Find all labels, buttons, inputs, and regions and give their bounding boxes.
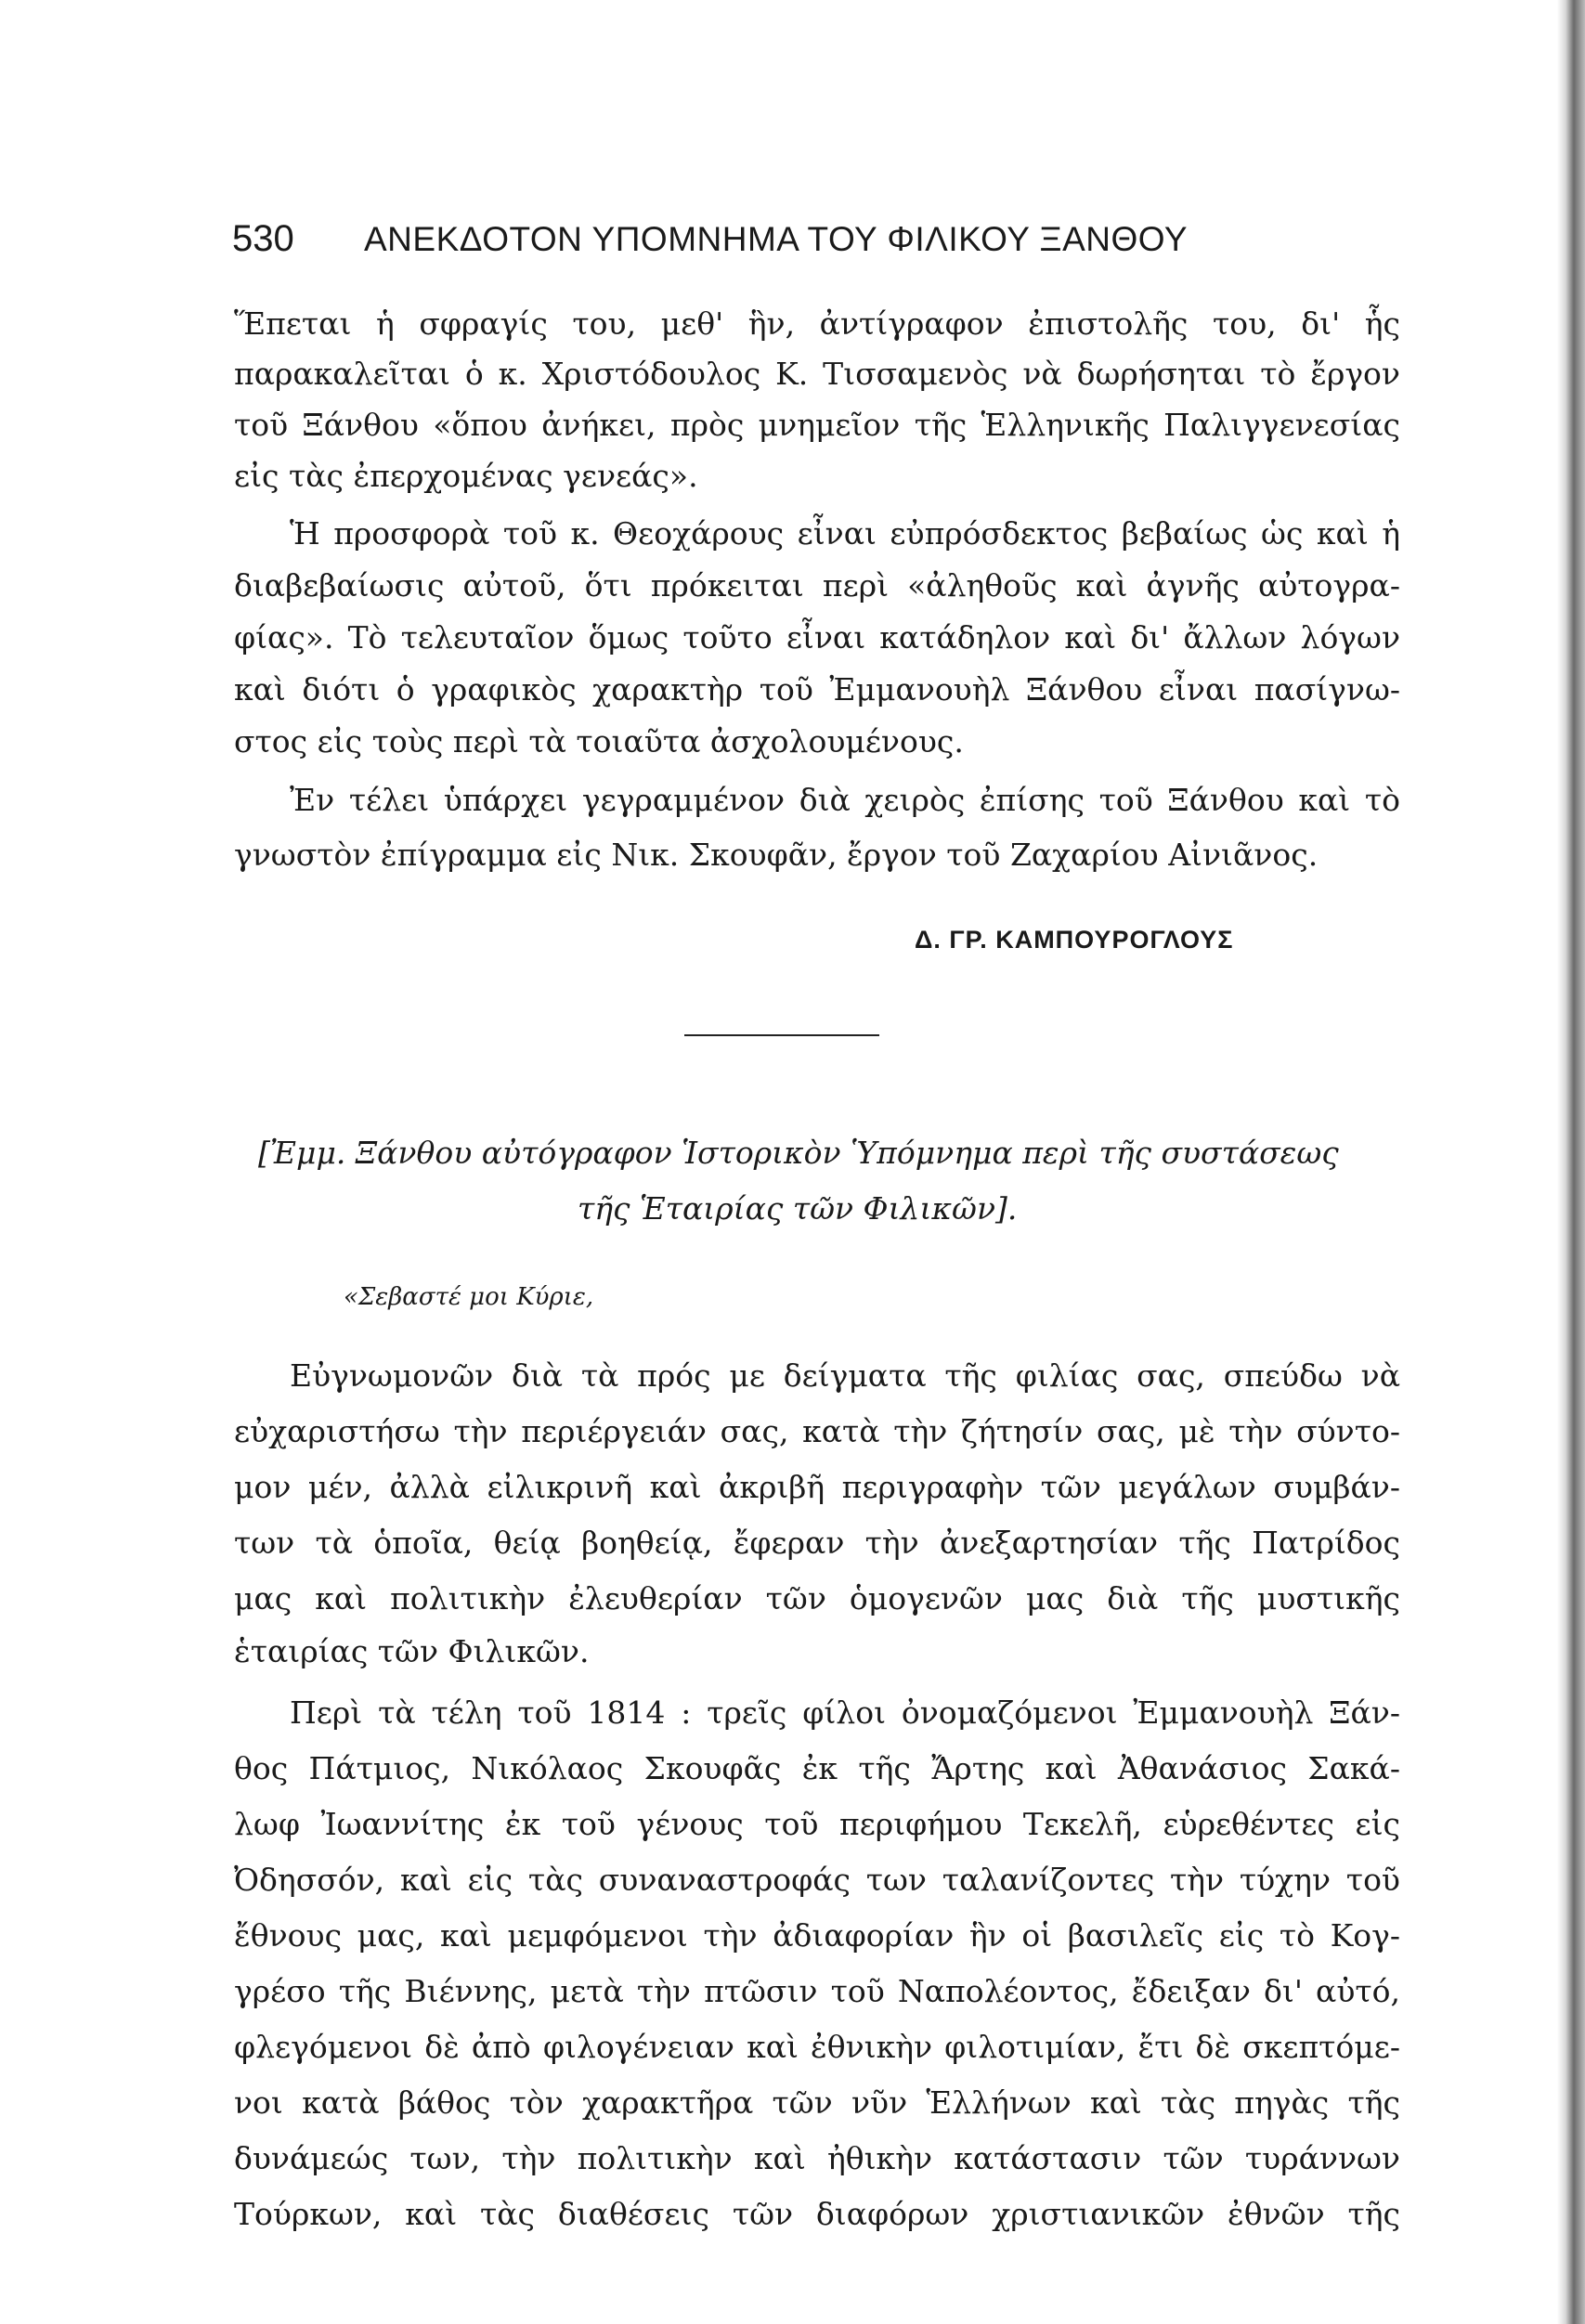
- letter-line: δυνάμεώς των, τὴν πολιτικὴν καὶ ἠθικὴν κατάστασιν τῶν τυράννων: [234, 2140, 1400, 2176]
- letter-line: φλεγόμενοι δὲ ἀπὸ φιλογένειαν καὶ ἐθνικὴν φιλοτιμίαν, ἔτι δὲ σκεπτόμε-: [234, 2029, 1400, 2065]
- letter-line: νοι κατὰ βάθος τὸν χαρακτῆρα τῶν νῦν Ἑλλήνων καὶ τὰς πηγὰς τῆς: [234, 2084, 1400, 2121]
- letter-line: των τὰ ὁποῖα, θείᾳ βοηθείᾳ, ἔφεραν τὴν ἀνεξαρτησίαν τῆς Πατρίδος: [234, 1525, 1400, 1561]
- source-title-line: [Ἐμμ. Ξάνθου αὐτόγραφον Ἱστορικὸν Ὑπόμνημα περὶ τῆς συστάσεως: [258, 1135, 1339, 1171]
- page-header: [232, 218, 1188, 260]
- letter-line: ἑταιρίας τῶν Φιλικῶν.: [234, 1633, 590, 1669]
- intro-line: παρακαλεῖται ὁ κ. Χριστόδουλος Κ. Τισσαμενὸς νὰ δωρήσηται τὸ ἔργον: [234, 356, 1400, 392]
- letter-line: μας καὶ πολιτικὴν ἐλευθερίαν τῶν ὁμογενῶν μας διὰ τῆς μυστικῆς: [234, 1580, 1400, 1616]
- letter-line: μον μέν, ἀλλὰ εἰλικρινῆ καὶ ἀκριβῆ περιγραφὴν τῶν μεγάλων συμβάν-: [234, 1469, 1400, 1505]
- letter-line: εὐχαριστήσω τὴν περιέργειάν σας, κατὰ τὴν ζήτησίν σας, μὲ τὴν σύντο-: [234, 1413, 1400, 1449]
- letter-line: θος Πάτμιος, Νικόλαος Σκουφᾶς ἐκ τῆς Ἄρτης καὶ Ἀθανάσιος Σακά-: [234, 1750, 1400, 1786]
- intro-line: φίας». Τὸ τελευταῖον ὅμως τοῦτο εἶναι κατάδηλον καὶ δι' ἄλλων λόγων: [234, 619, 1400, 656]
- running-head: ΑΝΕΚΔΟΤΟΝ ΥΠΟΜΝΗΜΑ ΤΟΥ ΦΙΛΙΚΟΥ ΞΑΝΘΟΥ: [364, 220, 1189, 258]
- intro-line: Ἕπεται ἡ σφραγίς του, μεθ' ἣν, ἀντίγραφον ἐπιστολῆς του, δι' ἧς: [234, 305, 1400, 342]
- author-signature: Δ. ΓΡ. ΚΑΜΠΟΥΡΟΓΛΟΥΣ: [915, 926, 1234, 954]
- intro-line: στος εἰς τοὺς περὶ τὰ τοιαῦτα ἀσχολουμένους.: [234, 723, 964, 760]
- letter-line: Ὀδησσόν, καὶ εἰς τὰς συναναστροφάς των ταλανίζοντες τὴν τύχην τοῦ: [234, 1862, 1400, 1898]
- letter-line: Εὐγνωμονῶν διὰ τὰ πρός με δείγματα τῆς φιλίας σας, σπεύδω νὰ: [290, 1357, 1400, 1394]
- page-binding-edge: [1557, 0, 1585, 2324]
- section-divider: [684, 1034, 879, 1036]
- intro-line: εἰς τὰς ἐπερχομένας γενεάς».: [234, 458, 698, 494]
- source-title-line: τῆς Ἑταιρίας τῶν Φιλικῶν].: [578, 1190, 1018, 1227]
- letter-line: ἔθνους μας, καὶ μεμφόμενοι τὴν ἀδιαφορίαν ἣν οἱ βασιλεῖς εἰς τὸ Κογ-: [234, 1917, 1400, 1954]
- letter-salutation: «Σεβαστέ μοι Κύριε,: [344, 1283, 594, 1311]
- intro-line: διαβεβαίωσις αὐτοῦ, ὅτι πρόκειται περὶ «ἀληθοῦς καὶ ἀγνῆς αὐτογρα-: [234, 567, 1400, 604]
- intro-line: Ἐν τέλει ὑπάρχει γεγραμμένον διὰ χειρὸς ἐπίσης τοῦ Ξάνθου καὶ τὸ: [290, 782, 1400, 818]
- intro-line: τοῦ Ξάνθου «ὅπου ἀνήκει, πρὸς μνημεῖον τῆς Ἑλληνικῆς Παλιγγενεσίας: [234, 407, 1400, 443]
- intro-line: Ἡ προσφορὰ τοῦ κ. Θεοχάρους εἶναι εὐπρόσδεκτος βεβαίως ὡς καὶ ἡ: [290, 515, 1400, 552]
- letter-line: Τούρκων, καὶ τὰς διαθέσεις τῶν διαφόρων χριστιανικῶν ἐθνῶν τῆς: [234, 2196, 1400, 2232]
- letter-line: Περὶ τὰ τέλη τοῦ 1814 : τρεῖς φίλοι ὀνομαζόμενοι Ἐμμανουὴλ Ξάν-: [290, 1694, 1400, 1731]
- letter-line: γρέσο τῆς Βιέννης, μετὰ τὴν πτῶσιν τοῦ Ναπολέοντος, ἔδειξαν δι' αὐτό,: [234, 1973, 1400, 2009]
- page-number: 530: [232, 218, 294, 259]
- letter-line: λωφ Ἰωαννίτης ἐκ τοῦ γένους τοῦ περιφήμου Τεκελῆ, εὑρεθέντες εἰς: [234, 1806, 1400, 1842]
- intro-line: γνωστὸν ἐπίγραμμα εἰς Νικ. Σκουφᾶν, ἔργον τοῦ Ζαχαρίου Αἰνιᾶνος.: [234, 837, 1319, 873]
- intro-line: καὶ διότι ὁ γραφικὸς χαρακτὴρ τοῦ Ἐμμανουὴλ Ξάνθου εἶναι πασίγνω-: [234, 671, 1400, 708]
